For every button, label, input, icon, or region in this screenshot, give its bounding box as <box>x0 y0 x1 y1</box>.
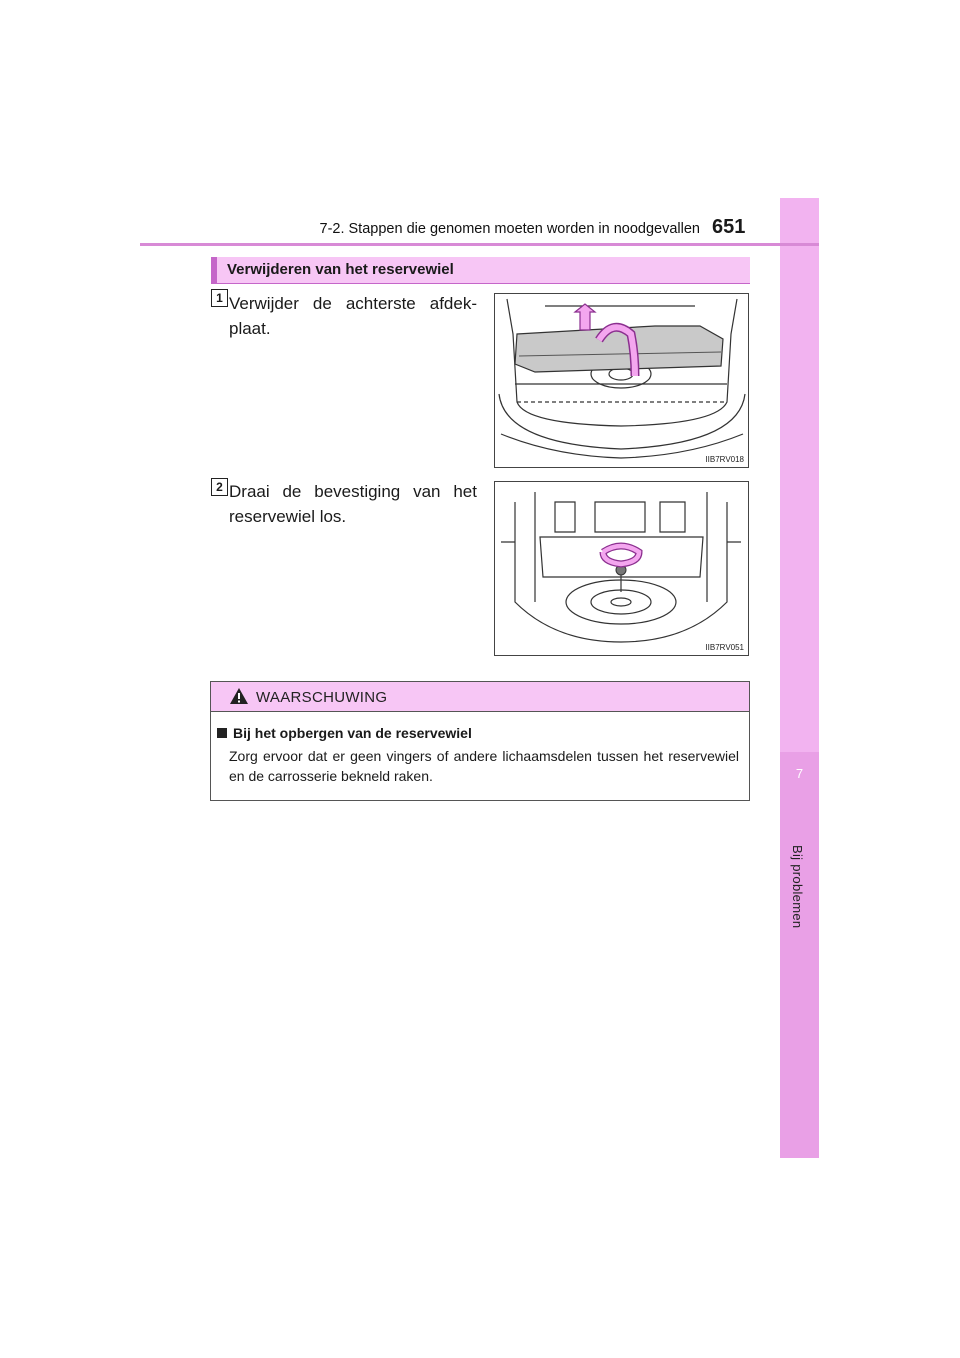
warning-box <box>210 681 750 801</box>
step-text-1: Verwijder de achterste afdek-plaat. <box>229 294 477 338</box>
spare-wheel-illustration <box>495 482 748 655</box>
header-rule <box>140 243 819 246</box>
header-title: 7-2. Stappen die genomen moeten worden in noodgevallen <box>319 221 700 237</box>
warning-triangle-icon <box>229 687 249 705</box>
section-heading <box>211 257 750 283</box>
warning-subtitle-text: Bij het opbergen van de reservewiel <box>233 725 472 741</box>
warning-body: Zorg ervoor dat er geen vingers of andere lichaamsdelen tussen het reservewiel en de carrosserie bekneld raken. <box>229 748 739 784</box>
chapter-label: Bij problemen <box>790 845 805 929</box>
chapter-number: 7 <box>795 766 804 781</box>
section-title: Verwijderen van het reservewiel <box>227 261 454 278</box>
warning-header <box>211 682 749 712</box>
figure-remove-cover <box>494 293 749 468</box>
chapter-side-tab-active <box>780 752 819 1158</box>
step-number-2: 2 <box>211 478 228 496</box>
figure-code: IIB7RV051 <box>705 643 744 652</box>
trunk-cover-illustration <box>495 294 748 467</box>
page-number: 651 <box>712 216 746 238</box>
bullet-square-icon <box>217 728 227 738</box>
figure-loosen-spare-wheel <box>494 481 749 656</box>
figure-code: IIB7RV018 <box>705 455 744 464</box>
step-number-1: 1 <box>211 289 228 307</box>
section-rule <box>211 283 750 284</box>
step-text-2: Draai de bevestiging van het reservewiel los. <box>229 482 477 526</box>
warning-title: WAARSCHUWING <box>256 689 388 706</box>
warning-subtitle <box>217 725 472 741</box>
